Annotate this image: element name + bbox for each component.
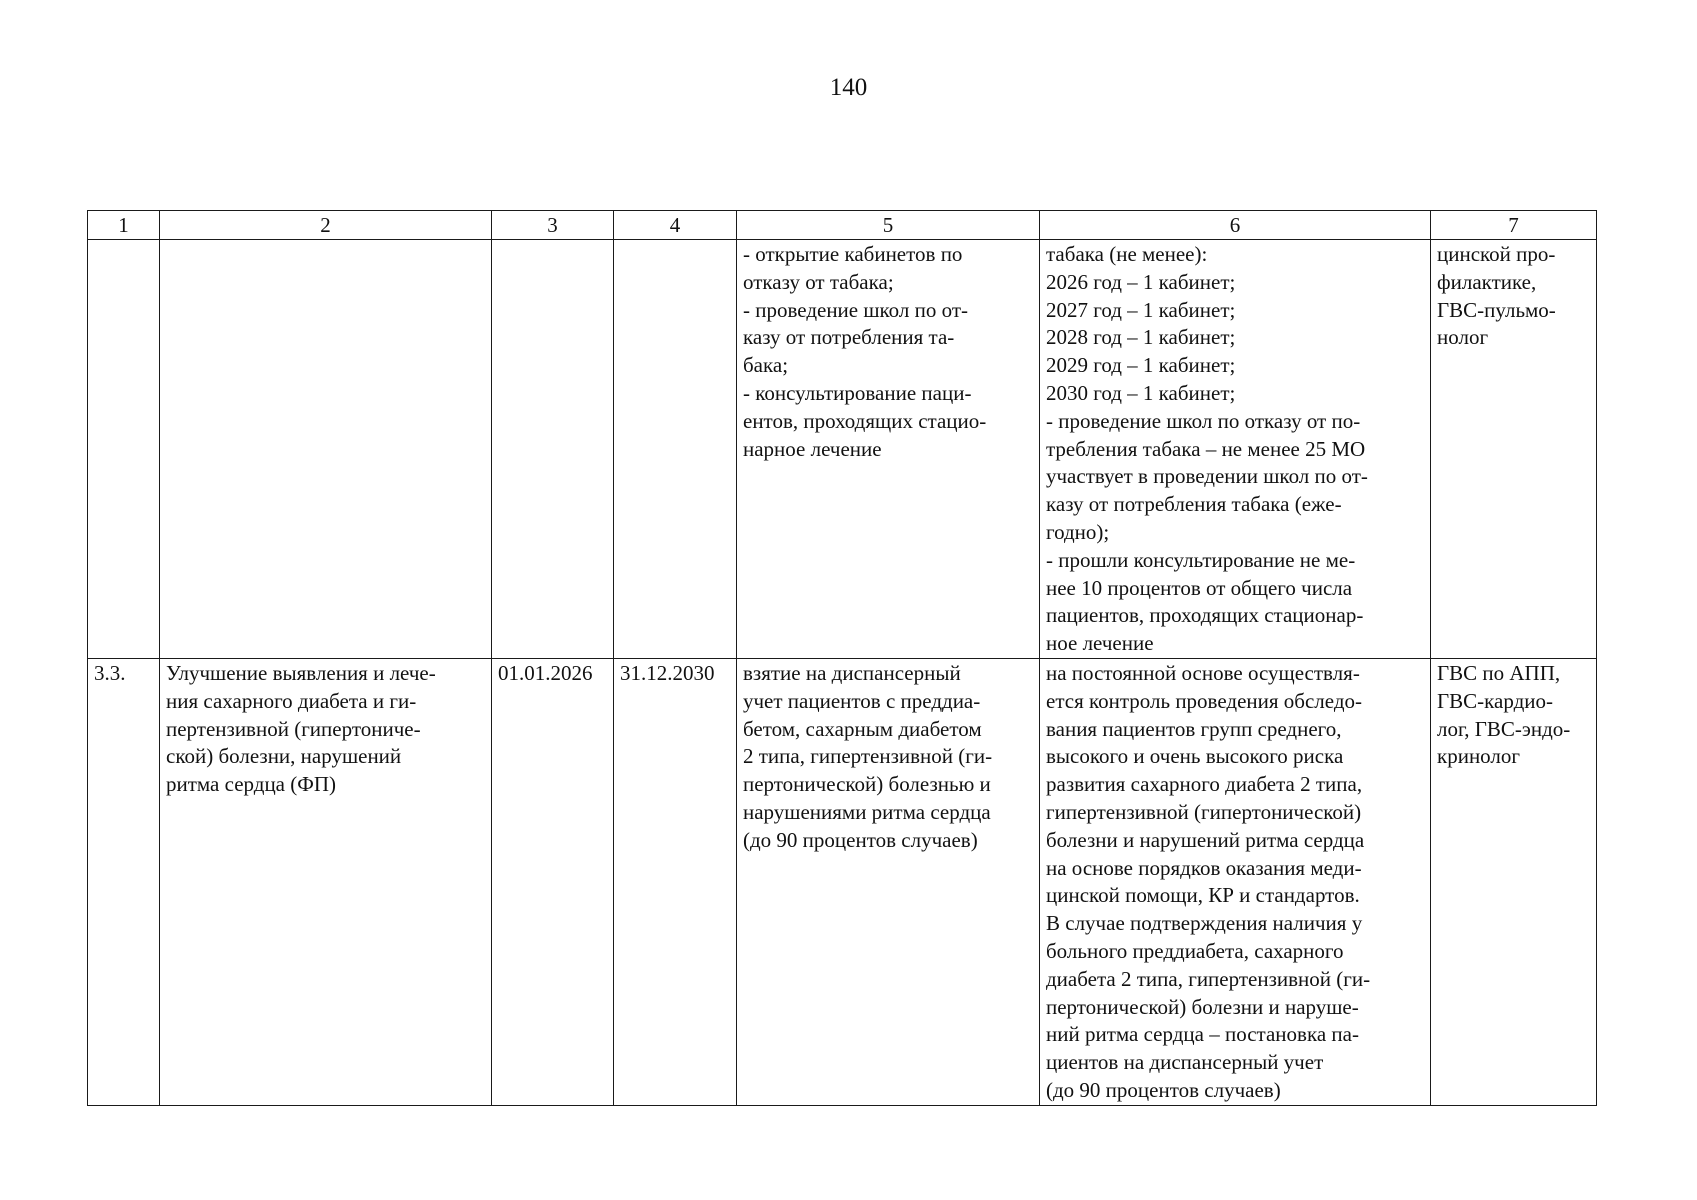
column-number-header: 5: [737, 211, 1040, 240]
text-line: требления табака – не менее 25 МО: [1046, 436, 1366, 461]
text-line: пертонической) болезни и наруше-: [1046, 994, 1359, 1019]
item-title-cell: [160, 658, 492, 1105]
start-date-cell: [492, 240, 614, 659]
text-line: пертонической) болезнью и: [743, 772, 991, 797]
text-line: ГВС по АПП,: [1437, 660, 1561, 685]
text-line: (до 90 процентов случаев): [1046, 1077, 1281, 1102]
text-line: ное лечение: [1046, 631, 1154, 656]
column-number-header: 3: [492, 211, 614, 240]
table-row: [88, 240, 1597, 659]
text-line: - консультирование паци-: [743, 380, 972, 405]
text-line: ритма сердца (ФП): [166, 772, 336, 797]
text-line: участвует в проведении школ по от-: [1046, 464, 1368, 489]
text-line: болезни и нарушений ритма сердца: [1046, 827, 1365, 852]
text-line: 2028 год – 1 кабинет;: [1046, 325, 1236, 350]
text-line: ГВС-кардио-: [1437, 688, 1553, 713]
text-line: - открытие кабинетов по: [743, 242, 963, 266]
plan-table: [87, 210, 1597, 1106]
text-line: на основе порядков оказания меди-: [1046, 855, 1362, 880]
text-line: диабета 2 типа, гипертензивной (ги-: [1046, 966, 1371, 991]
item-number-cell: [88, 240, 160, 659]
text-line: цинской про-: [1437, 242, 1556, 266]
text-line: нарное лечение: [743, 436, 882, 461]
text-line: взятие на диспансерный: [743, 660, 961, 685]
text-line: гипертензивной (гипертонической): [1046, 799, 1362, 824]
text-line: - проведение школ по отказу от по-: [1046, 408, 1361, 433]
text-line: филактике,: [1437, 269, 1537, 294]
text-line: - прошли консультирование не ме-: [1046, 547, 1356, 572]
table-header-row: [88, 211, 1597, 240]
table-row: [88, 658, 1597, 1105]
column-number-header: 2: [160, 211, 492, 240]
text-line: вания пациентов групп среднего,: [1046, 716, 1342, 741]
results-cell: [1040, 658, 1431, 1105]
actions-cell: [737, 240, 1040, 659]
text-line: бетом, сахарным диабетом: [743, 716, 982, 741]
item-number-cell: 3.3.: [88, 658, 160, 1105]
text-line: цинской помощи, КР и стандартов.: [1046, 883, 1360, 908]
text-line: лог, ГВС-эндо-: [1437, 716, 1571, 741]
column-number-header: 1: [88, 211, 160, 240]
page-number: 140: [829, 74, 868, 101]
text-line: нее 10 процентов от общего числа: [1046, 575, 1353, 600]
text-line: ской) болезни, нарушений: [166, 744, 402, 769]
actions-cell: [737, 658, 1040, 1105]
text-line: больного преддиабета, сахарного: [1046, 938, 1344, 963]
responsible-cell: [1431, 240, 1597, 659]
text-line: табака (не менее):: [1046, 242, 1208, 266]
text-line: 2029 год – 1 кабинет;: [1046, 353, 1236, 378]
text-line: казу от потребления табака (еже-: [1046, 492, 1342, 517]
text-line: отказу от табака;: [743, 269, 894, 294]
start-date-cell: 01.01.2026: [492, 658, 614, 1105]
end-date-cell: 31.12.2030: [614, 658, 737, 1105]
text-line: ентов, проходящих стацио-: [743, 408, 987, 433]
text-line: ния сахарного диабета и ги-: [166, 688, 417, 713]
item-title-cell: [160, 240, 492, 659]
text-line: ется контроль проведения обследо-: [1046, 688, 1362, 713]
text-line: казу от потребления та-: [743, 325, 955, 350]
text-line: на постоянной основе осуществля-: [1046, 660, 1360, 685]
column-number-header: 7: [1431, 211, 1597, 240]
text-line: ГВС-пульмо-: [1437, 297, 1556, 322]
text-line: 2026 год – 1 кабинет;: [1046, 269, 1236, 294]
text-line: 2030 год – 1 кабинет;: [1046, 380, 1236, 405]
text-line: ний ритма сердца – постановка па-: [1046, 1022, 1359, 1047]
text-line: Улучшение выявления и лече-: [166, 660, 436, 685]
text-line: развития сахарного диабета 2 типа,: [1046, 772, 1363, 797]
column-number-header: 4: [614, 211, 737, 240]
text-line: - проведение школ по от-: [743, 297, 969, 322]
text-line: 2 типа, гипертензивной (ги-: [743, 744, 993, 769]
text-line: пертензивной (гипертониче-: [166, 716, 421, 741]
text-line: годно);: [1046, 519, 1110, 544]
text-line: бака;: [743, 353, 789, 378]
text-line: кринолог: [1437, 744, 1520, 769]
text-line: 2027 год – 1 кабинет;: [1046, 297, 1236, 322]
text-line: нарушениями ритма сердца: [743, 799, 991, 824]
text-line: В случае подтверждения наличия у: [1046, 911, 1363, 936]
text-line: нолог: [1437, 325, 1489, 350]
text-line: (до 90 процентов случаев): [743, 827, 978, 852]
end-date-cell: [614, 240, 737, 659]
text-line: учет пациентов с преддиа-: [743, 688, 981, 713]
responsible-cell: [1431, 658, 1597, 1105]
results-cell: [1040, 240, 1431, 659]
text-line: пациентов, проходящих стационар-: [1046, 603, 1364, 628]
text-line: циентов на диспансерный учет: [1046, 1050, 1324, 1075]
column-number-header: 6: [1040, 211, 1431, 240]
text-line: высокого и очень высокого риска: [1046, 744, 1344, 769]
